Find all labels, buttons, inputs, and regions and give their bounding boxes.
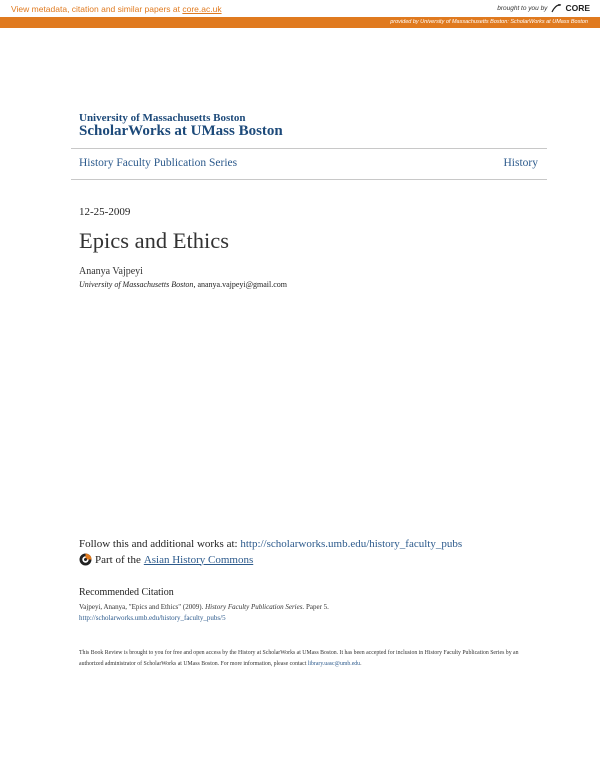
brought-by-text: brought to you by <box>497 4 548 12</box>
article-title: Epics and Ethics <box>79 228 229 253</box>
series-link[interactable]: History Faculty Publication Series <box>79 157 238 169</box>
core-label: CORE <box>565 3 590 13</box>
publication-date: 12-25-2009 <box>79 206 131 218</box>
provided-by-text: provided by University of Massachusetts Boston: ScholarWorks at UMass Boston <box>390 18 588 25</box>
follow-prefix: Follow this and additional works at: <box>79 538 241 550</box>
notice-text: This Book Review is brought to you for free and open access by the History at ScholarWorks at UMass Boston. It has been accepted for inclusion in History Faculty Publication Series by an authorized administrator of ScholarWorks at UMass Boston. For more information, please contact <box>79 650 519 667</box>
citation-tail: Paper 5. <box>304 603 329 611</box>
notice-end: . <box>360 661 362 667</box>
asian-history-commons-link[interactable]: Asian History Commons <box>143 553 254 566</box>
part-of-prefix: Part of the <box>95 553 141 566</box>
affiliation-email: , ananya.vajpeyi@gmail.com <box>193 280 287 289</box>
top-bar <box>0 0 600 17</box>
metadata-prefix: View metadata, citation and similar papers at <box>11 4 183 14</box>
department-link[interactable]: History <box>503 157 538 169</box>
core-metadata-link[interactable] <box>11 4 222 14</box>
divider-bottom <box>71 179 547 180</box>
repository-name: ScholarWorks at UMass Boston <box>79 123 283 139</box>
contact-email-link[interactable]: library.uasc@umb.edu <box>307 661 361 667</box>
citation-series: History Faculty Publication Series. <box>205 603 305 611</box>
recommended-citation-heading: Recommended Citation <box>79 587 174 598</box>
commons-logo-icon <box>79 553 92 566</box>
access-notice <box>79 648 519 670</box>
core-logo-icon <box>550 3 562 13</box>
brought-by <box>497 3 590 13</box>
follow-link[interactable]: http://scholarworks.umb.edu/history_faculty_pubs <box>240 538 463 550</box>
citation-plain: Vajpeyi, Ananya, "Epics and Ethics" (2009). <box>79 603 206 611</box>
provided-band <box>0 17 600 28</box>
citation-link[interactable]: http://scholarworks.umb.edu/history_faculty_pubs/5 <box>79 614 226 622</box>
part-of-line <box>79 553 253 566</box>
divider-top <box>71 148 547 149</box>
institution-name: University of Massachusetts Boston <box>79 112 246 124</box>
affiliation-name: University of Massachusetts Boston <box>79 280 194 289</box>
author-name: Ananya Vajpeyi <box>79 266 143 277</box>
citation-text <box>79 603 329 611</box>
follow-line <box>79 538 462 550</box>
author-affiliation <box>79 280 287 289</box>
core-link[interactable]: core.ac.uk <box>182 4 222 14</box>
